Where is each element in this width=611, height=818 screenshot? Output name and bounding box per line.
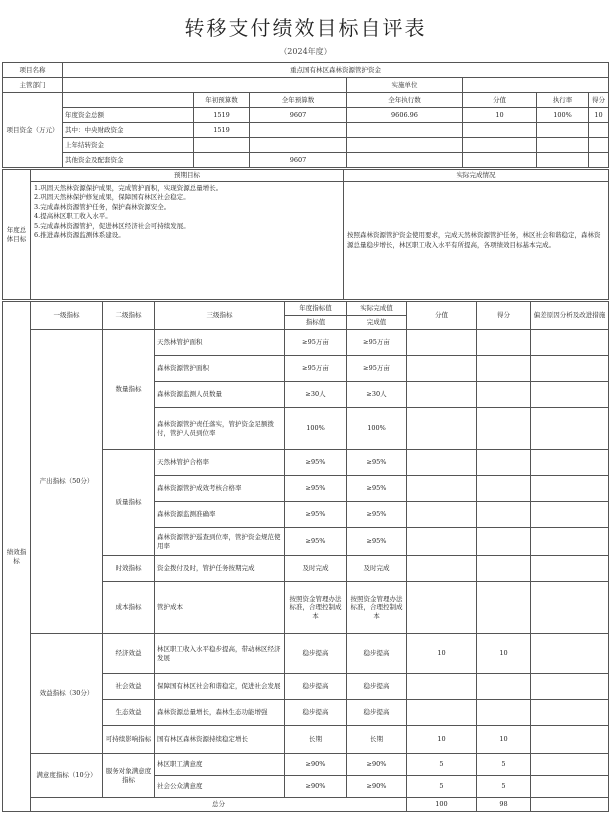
indicator-row: 森林资源管护巡查到位率，管护资金规范使用率 ≥95% ≥95% bbox=[3, 528, 609, 556]
page-subtitle: （2024年度） bbox=[279, 47, 332, 56]
indicator-row: 成本指标 管护成本 按照资金管理办法标准，合理控制成本 按照资金管理办法标准，合理控制成本 bbox=[3, 582, 609, 634]
header-got: 得分 bbox=[477, 302, 531, 330]
indicator-row: 社会效益 保障国有林区社会和谐稳定，促进社会发展 稳步提高 稳步提高 bbox=[3, 674, 609, 700]
project-name-value: 重点国有林区森林资源管护资金 bbox=[63, 63, 609, 78]
l2-ecological: 生态效益 bbox=[103, 700, 155, 726]
budget-row: 其中：中央财政资金 1519 bbox=[3, 123, 609, 138]
header-target: 年度指标值 bbox=[285, 302, 347, 316]
indicator-row: 森林资源管护成效考核合格率 ≥95% ≥95% bbox=[3, 476, 609, 502]
l2-timeliness: 时效指标 bbox=[103, 556, 155, 582]
header-target-sub: 指标值 bbox=[285, 316, 347, 330]
col-score: 分值 bbox=[463, 93, 537, 108]
indicator-row: 社会公众满意度 ≥90% ≥90% 5 5 bbox=[3, 776, 609, 798]
l2-economic: 经济效益 bbox=[103, 634, 155, 674]
indicator-row: 时效指标 资金拨付及时，管护任务按期完成 及时完成 及时完成 bbox=[3, 556, 609, 582]
objectives-label: 年度总体目标 bbox=[3, 170, 31, 300]
col-full-year: 全年预算数 bbox=[250, 93, 347, 108]
header-reason: 偏差原因分析及改进措施 bbox=[531, 302, 609, 330]
indicator-row: 产出指标（50分） 数量指标 天然林管护面积 ≥95万亩 ≥95万亩 bbox=[3, 330, 609, 356]
col-rate: 执行率 bbox=[537, 93, 589, 108]
total-label: 总分 bbox=[31, 798, 407, 812]
header-l3: 三级指标 bbox=[155, 302, 285, 330]
header-l2: 二级指标 bbox=[103, 302, 155, 330]
dept-value bbox=[63, 78, 347, 93]
l2-quantity: 数量指标 bbox=[103, 330, 155, 450]
total-row bbox=[3, 798, 609, 812]
budget-label: 项目资金（万元） bbox=[3, 93, 63, 168]
project-info-table bbox=[2, 62, 609, 168]
header-score: 分值 bbox=[407, 302, 477, 330]
l2-cost: 成本指标 bbox=[103, 582, 155, 634]
impl-value bbox=[463, 78, 609, 93]
l2-satisfaction: 服务对象满意度指标 bbox=[103, 754, 155, 798]
budget-row: 其他资金及配套资金 9607 bbox=[3, 153, 609, 168]
expected-header: 预期目标 bbox=[31, 170, 344, 182]
indicator-row: 森林资源管护面积 ≥95万亩 ≥95万亩 bbox=[3, 356, 609, 382]
total-score: 100 bbox=[407, 798, 477, 812]
actual-completion: 按照森林资源管护资金使用要求，完成天然林资源管护任务，林区社会和谐稳定，森林资源总量稳步增长，林区职工收入水平有所提高，各项绩效目标基本完成。 bbox=[344, 182, 609, 300]
l2-social: 社会效益 bbox=[103, 674, 155, 700]
indicators-side-label: 绩效指标 bbox=[3, 302, 31, 812]
indicator-row: 质量指标 天然林管护合格率 ≥95% ≥95% bbox=[3, 450, 609, 476]
l2-quality: 质量指标 bbox=[103, 450, 155, 556]
indicator-row: 生态效益 森林资源总量增长，森林生态功能增强 稳步提高 稳步提高 bbox=[3, 700, 609, 726]
indicator-row: 森林资源监测准确率 ≥95% ≥95% bbox=[3, 502, 609, 528]
indicator-row: 满意度指标（10分） 服务对象满意度指标 林区职工满意度 ≥90% ≥90% 5 5 bbox=[3, 754, 609, 776]
col-annual-budget: 年初预算数 bbox=[194, 93, 250, 108]
project-name-label: 项目名称 bbox=[3, 63, 63, 78]
total-got: 98 bbox=[477, 798, 531, 812]
l2-sustainable: 可持续影响指标 bbox=[103, 726, 155, 754]
l1-benefit: 效益指标（30分） bbox=[31, 634, 103, 754]
actual-header: 实际完成情况 bbox=[344, 170, 609, 182]
budget-row: 上年结转资金 bbox=[3, 138, 609, 153]
objectives-table bbox=[2, 169, 609, 300]
page-title: 转移支付绩效目标自评表 bbox=[184, 16, 427, 40]
indicators-table bbox=[2, 301, 609, 812]
indicator-row: 森林资源管护责任落实，管护资金足额拨付，管护人员到位率 100% 100% bbox=[3, 408, 609, 450]
budget-row: 年度资金总额 1519 9607 9606.96 10 100% 10 bbox=[3, 108, 609, 123]
impl-label: 实施单位 bbox=[347, 78, 463, 93]
l1-output: 产出指标（50分） bbox=[31, 330, 103, 634]
col-got: 得分 bbox=[589, 93, 609, 108]
indicator-row: 可持续影响指标 国有林区森林资源持续稳定增长 长期 长期 10 10 bbox=[3, 726, 609, 754]
header-l1: 一级指标 bbox=[31, 302, 103, 330]
col-executed: 全年执行数 bbox=[347, 93, 463, 108]
indicator-row: 效益指标（30分） 经济效益 林区职工收入水平稳步提高，带动林区经济发展 稳步提高 稳步提高 10 10 bbox=[3, 634, 609, 674]
header-actual-sub: 完成值 bbox=[347, 316, 407, 330]
dept-label: 主管部门 bbox=[3, 78, 63, 93]
header-actual: 实际完成值 bbox=[347, 302, 407, 316]
l1-satisfaction: 满意度指标（10分） bbox=[31, 754, 103, 798]
expected-goals: 1.巩固天然林资源保护成果，完成管护面积，实现资源总量增长。 2.巩固天然林保护修复成果，保障国有林区社会稳定。 3.完成森林资源管护任务，保护森林资源安全。 4.提高林区职工收入水平。 5.完成森林资源管护，促进林区经济社会可持续发展。 6.推进森林资源监测体系建设。 bbox=[31, 182, 344, 300]
indicator-row: 森林资源监测人员数量 ≥30人 ≥30人 bbox=[3, 382, 609, 408]
